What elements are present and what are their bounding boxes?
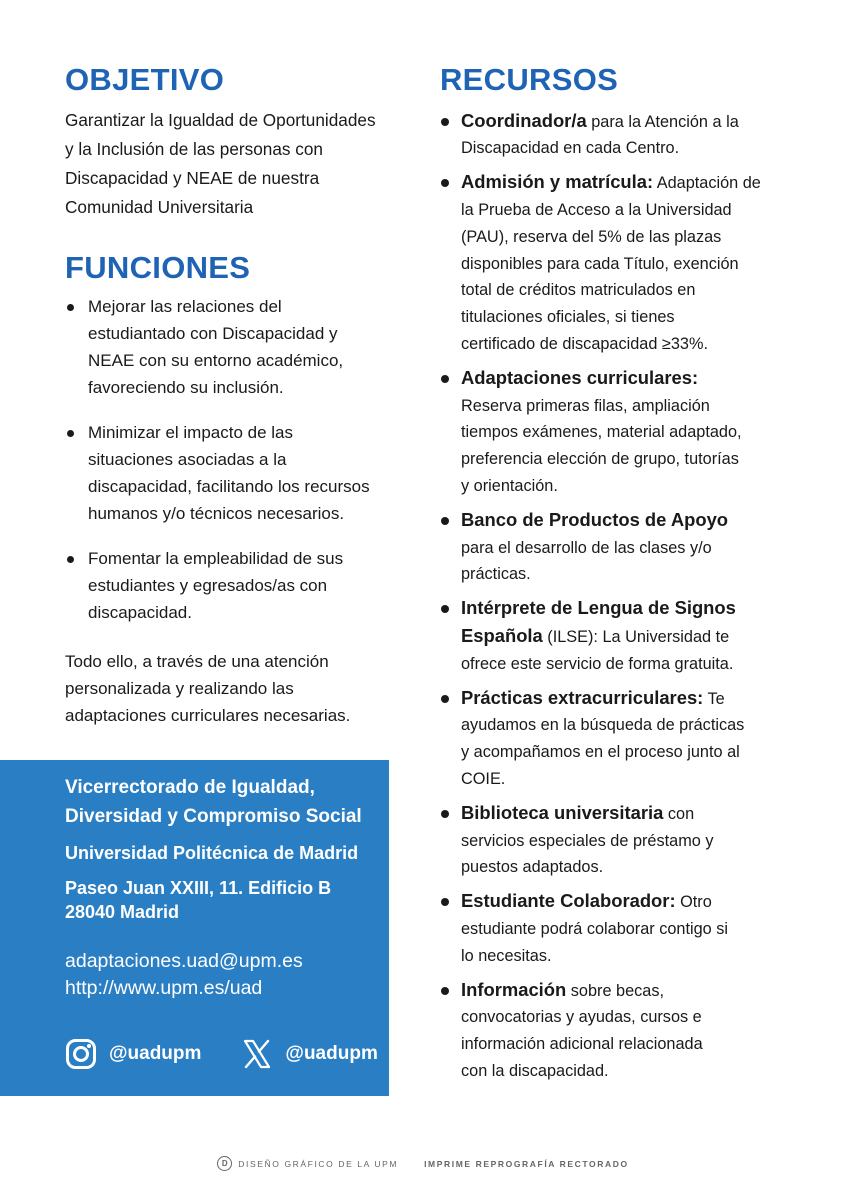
address — [65, 876, 331, 924]
recurso-text: con la discapacidad. — [461, 1061, 609, 1080]
recurso-text: (PAU), reserva del 5% de las plazas — [461, 227, 722, 246]
print-credit: IMPRIME REPROGRAFÍA RECTORADO — [424, 1158, 629, 1169]
item-line: Fomentar la empleabilidad de sus — [88, 549, 344, 569]
recurso-key: Coordinador/a — [461, 109, 587, 131]
recurso-text: certificado de discapacidad ≥33%. — [461, 335, 708, 354]
org-line: Diversidad y Compromiso Social — [65, 806, 362, 827]
recurso-text: la Prueba de Acceso a la Universidad — [461, 201, 732, 220]
recurso-key: Información — [461, 978, 567, 1000]
objetivo-heading: OBJETIVO — [65, 62, 225, 97]
recurso-key: Estudiante Colaborador: — [461, 890, 676, 912]
footer — [0, 1156, 846, 1171]
recurso-item — [440, 977, 800, 1085]
recurso-text: Otro — [675, 893, 712, 912]
recurso-text: COIE. — [461, 769, 506, 788]
address-line: Paseo Juan XXIII, 11. Edificio B — [65, 878, 332, 898]
email-link[interactable]: adaptaciones.uad@upm.es — [65, 950, 303, 972]
recurso-item — [440, 685, 800, 793]
x-logo-icon[interactable] — [241, 1038, 273, 1070]
recurso-key: Intérprete de Lengua de Signos — [461, 597, 736, 619]
university-name: Universidad Politécnica de Madrid — [65, 843, 359, 863]
recurso-text: sobre becas, — [566, 981, 664, 1000]
recurso-text: disponibles para cada Título, exención — [461, 254, 739, 273]
recurso-text: ayudamos en la búsqueda de prácticas — [461, 716, 745, 735]
recurso-text: total de créditos matriculados en — [461, 281, 696, 300]
x-handle[interactable]: @uadupm — [285, 1043, 378, 1064]
funciones-list — [65, 293, 405, 626]
contact-links — [65, 948, 303, 1002]
recurso-text: ofrece este servicio de forma gratuita. — [461, 654, 734, 673]
item-line: Minimizar el impacto de las — [88, 423, 294, 443]
left-column — [65, 62, 405, 746]
recurso-item — [440, 800, 800, 881]
objetivo-line: Comunidad Universitaria — [65, 196, 254, 217]
item-line: favoreciendo su inclusión. — [88, 378, 284, 398]
recursos-heading: RECURSOS — [440, 62, 619, 97]
website-link[interactable]: http://www.upm.es/uad — [65, 977, 263, 999]
recurso-text: servicios especiales de préstamo y — [461, 831, 714, 850]
recurso-text: preferencia elección de grupo, tutorías — [461, 450, 739, 469]
recurso-text: estudiante podrá colaborar contigo si — [461, 919, 729, 938]
objetivo-line: y la Inclusión de las personas con — [65, 138, 323, 159]
item-line: situaciones asociadas a la — [88, 450, 287, 470]
funciones-summary — [65, 648, 405, 729]
contact-panel — [0, 760, 389, 1096]
right-column — [440, 62, 800, 1085]
instagram-icon[interactable] — [65, 1038, 97, 1070]
org-name — [65, 773, 362, 831]
recurso-text: y acompañamos en el proceso junto al — [461, 743, 740, 762]
social-links — [65, 1038, 378, 1070]
funciones-item — [65, 293, 405, 401]
objetivo-line: Garantizar la Igualdad de Oportunidades — [65, 109, 376, 130]
item-line: estudiantes y egresados/as con — [88, 576, 328, 596]
recurso-text: para el desarrollo de las clases y/o — [461, 538, 712, 557]
recurso-text: información adicional relacionada — [461, 1035, 703, 1054]
item-line: NEAE con su entorno académico, — [88, 351, 344, 371]
summary-line: Todo ello, a través de una atención — [65, 652, 329, 672]
recurso-text: Discapacidad en cada Centro. — [461, 139, 680, 158]
recurso-text: Reserva primeras filas, ampliación — [461, 396, 710, 415]
recurso-text: para la Atención a la — [586, 112, 739, 131]
recurso-item — [440, 169, 800, 358]
instagram-handle[interactable]: @uadupm — [109, 1043, 202, 1064]
recurso-key: Admisión y matrícula: — [461, 171, 654, 193]
objetivo-line: Discapacidad y NEAE de nuestra — [65, 167, 320, 188]
design-logo-icon: D — [217, 1156, 232, 1171]
summary-line: adaptaciones curriculares necesarias. — [65, 706, 351, 726]
recurso-item — [440, 365, 800, 500]
recurso-key: Adaptaciones curriculares: — [461, 366, 699, 388]
objetivo-text — [65, 106, 405, 222]
item-line: Mejorar las relaciones del — [88, 297, 282, 317]
recurso-key: Prácticas extracurriculares: — [461, 686, 704, 708]
recurso-text: puestos adaptados. — [461, 858, 604, 877]
recurso-text: Te — [703, 689, 725, 708]
org-line: Vicerrectorado de Igualdad, — [65, 777, 315, 798]
funciones-item — [65, 419, 405, 527]
recurso-item — [440, 108, 800, 163]
recurso-text: y orientación. — [461, 477, 558, 495]
recurso-key: Banco de Productos de Apoyo — [461, 508, 729, 530]
item-line: discapacidad, facilitando los recursos — [88, 477, 370, 497]
recurso-text: con — [663, 804, 695, 823]
item-line: humanos y/o técnicos necesarios. — [88, 504, 345, 524]
recurso-item — [440, 595, 800, 677]
recurso-item — [440, 507, 800, 588]
recurso-text: prácticas. — [461, 565, 531, 584]
recurso-text: convocatorias y ayudas, cursos e — [461, 1008, 702, 1027]
recurso-item — [440, 888, 800, 969]
summary-line: personalizada y realizando las — [65, 679, 294, 699]
recursos-list — [440, 108, 800, 1085]
design-credit: DISEÑO GRÁFICO DE LA UPM — [238, 1158, 399, 1169]
recurso-text: titulaciones oficiales, si tienes — [461, 308, 675, 327]
recurso-text: Adaptación de — [653, 174, 761, 193]
address-line: 28040 Madrid — [65, 902, 180, 922]
funciones-heading: FUNCIONES — [65, 249, 251, 285]
funciones-item — [65, 545, 405, 626]
recurso-key: Biblioteca universitaria — [461, 801, 664, 823]
recurso-text: tiempos exámenes, material adaptado, — [461, 423, 742, 442]
recurso-text: lo necesitas. — [461, 946, 552, 965]
recurso-key: Española — [461, 624, 543, 646]
recurso-text: (ILSE): La Universidad te — [542, 627, 730, 646]
item-line: discapacidad. — [88, 603, 192, 623]
item-line: estudiantado con Discapacidad y — [88, 324, 338, 344]
